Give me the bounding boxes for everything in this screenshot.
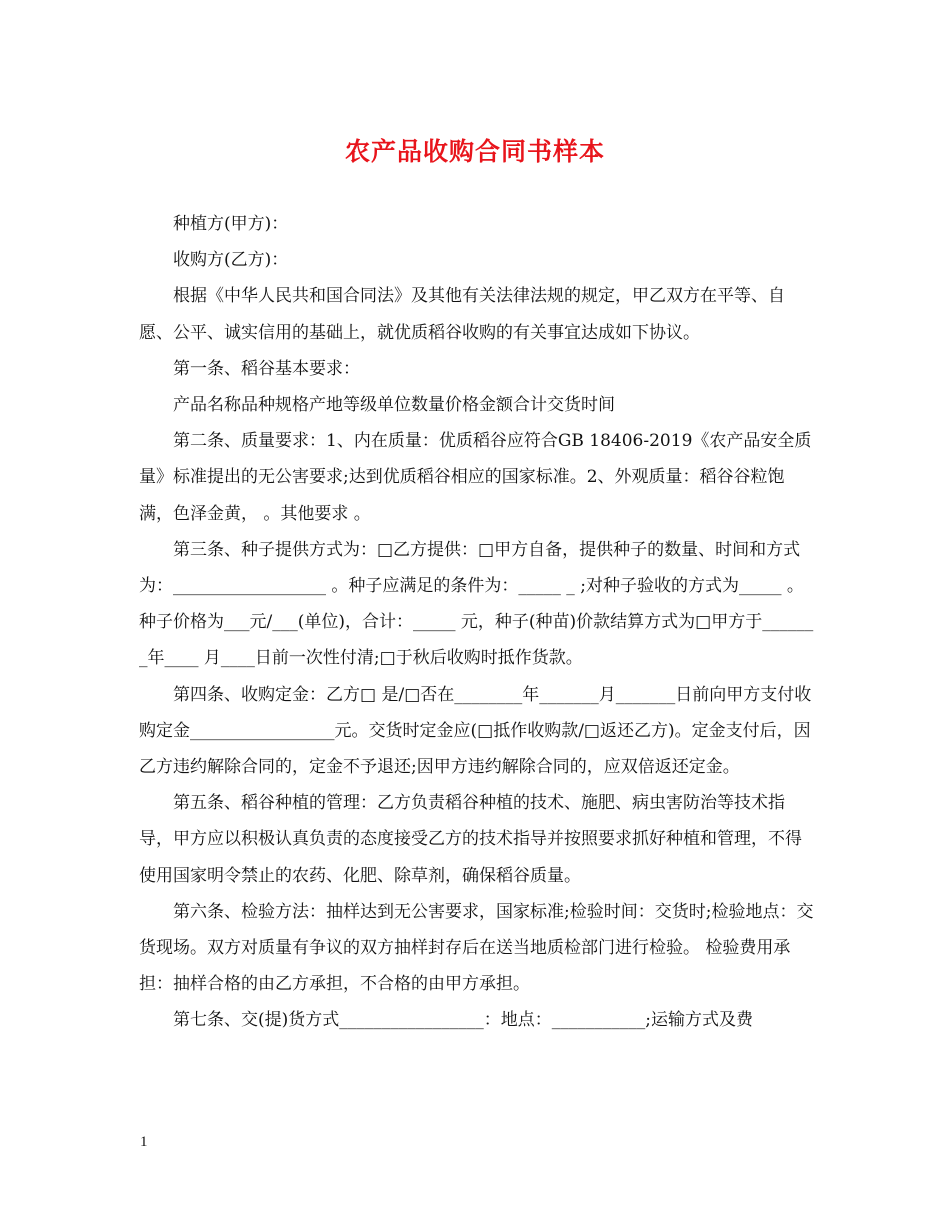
document-title: 农产品收购合同书样本 (344, 137, 605, 166)
paragraph-preamble: 根据《中华人民共和国合同法》及其他有关法律法规的规定，甲乙双方在平等、自愿、公平、诚实信用的基础上，就优质稻谷收购的有关事宜达成如下协议。 (139, 286, 785, 343)
paragraph-article-7: 第七条、交(提)货方式_________________：地点：___________;运输方式及费 (173, 1010, 753, 1031)
paragraph-product-fields: 产品名称品种规格产地等级单位数量价格金额合计交货时间 (173, 395, 615, 416)
paragraph-article-6: 第六条、检验方法：抽样达到无公害要求，国家标准;检验时间：交货时;检验地点：交货现场。双方对质量有争议的双方抽样封存后在送当地质检部门进行检验。 检验费用承担：抽样合格的由乙方承担，不合格的由甲方承担。 (139, 901, 814, 995)
paragraph-article-4: 第四条、收购定金：乙方□ 是/□否在________年_______月_______日前向甲方支付收购定金_________________元。交货时定金应(□抵作收购款/□返还乙方)。定金支付后，因乙方违约解除合同的，定金不予退还;因甲方违约解除合同的，应双倍返还定金。 (139, 684, 812, 778)
document-body (139, 206, 815, 1039)
paragraph-article-3: 第三条、种子提供方式为：□乙方提供：□甲方自备，提供种子的数量、时间和方式为：__________________ 。种子应满足的条件为：_____ _ ;对种子验收的方式为_____ 。种子价格为___元/___(单位)，合计：_____ 元，种子(种苗)价款结算方式为□甲方于_______年____ 月____日前一次性付清;□于秋后收购时抵作货款。 (139, 539, 814, 669)
page-number: 1 (140, 1134, 148, 1150)
paragraph-party-a: 种植方(甲方)： (173, 214, 289, 234)
paragraph-article-1: 第一条、稻谷基本要求： (173, 358, 360, 379)
paragraph-article-2: 第二条、质量要求：1、内在质量：优质稻谷应符合GB 18406-2019《农产品安全质量》标准提出的无公害要求;达到优质稻谷相应的国家标准。2、外观质量：稻谷谷粒饱满，色泽金黄， 。其他要求 。 (139, 431, 812, 524)
paragraph-article-5: 第五条、稻谷种植的管理：乙方负责稻谷种植的技术、施肥、病虫害防治等技术指导，甲方应以积极认真负责的态度接受乙方的技术指导并按照要求抓好种植和管理，不得使用国家明令禁止的农药、化肥、除草剂，确保稻谷质量。 (139, 793, 802, 886)
paragraph-party-b: 收购方(乙方)： (173, 250, 289, 271)
